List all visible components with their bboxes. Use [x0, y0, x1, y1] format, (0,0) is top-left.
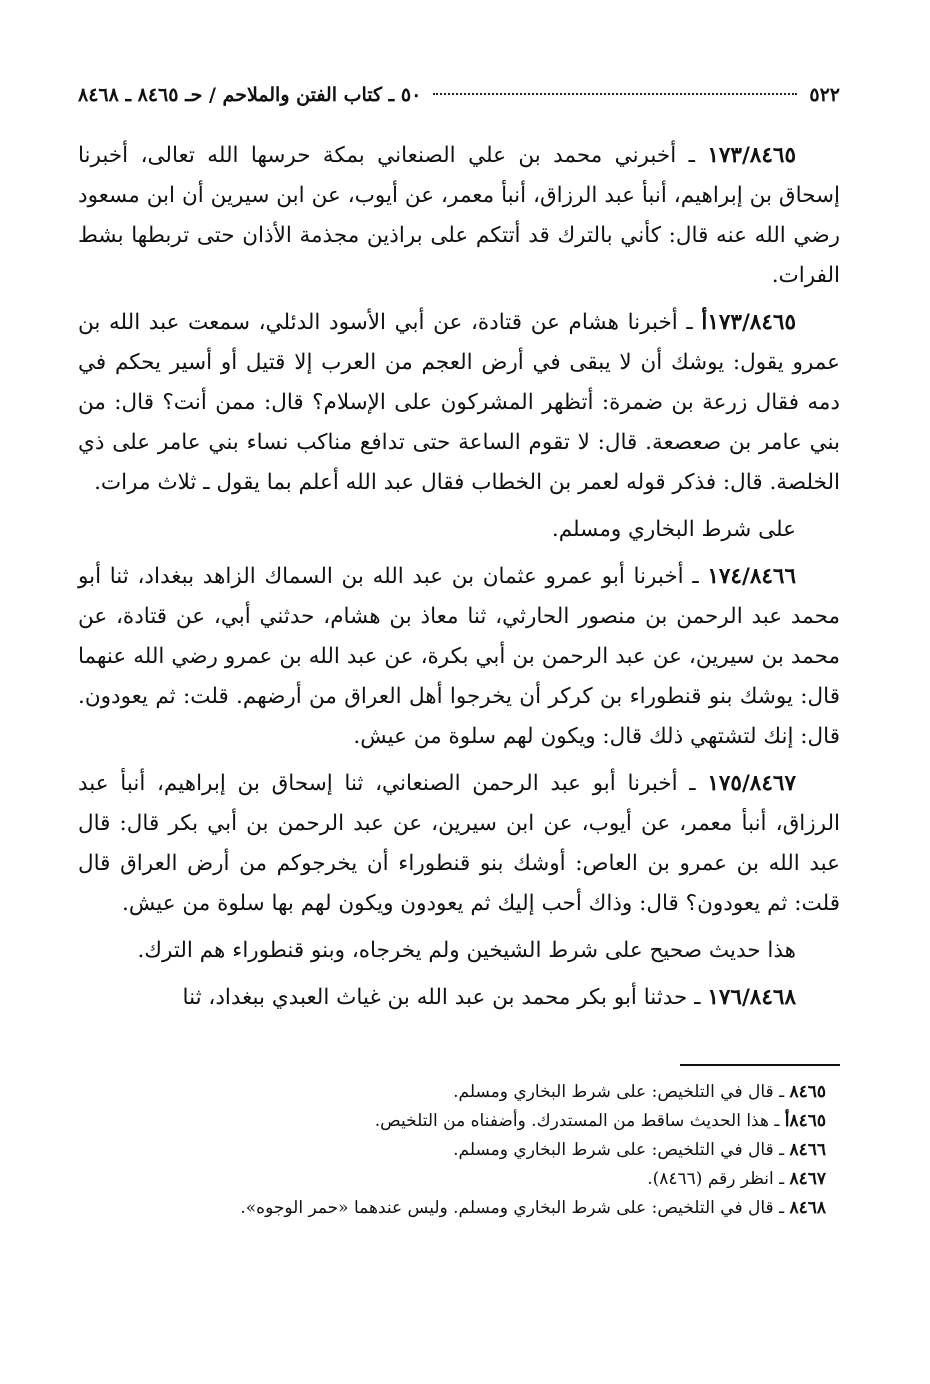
hadith-text: ـ أخبرني محمد بن علي الصنعاني بمكة حرسها الله تعالى، أخبرنا إسحاق بن إبراهيم، أنبأ عبد الرزاق، أنبأ معمر، عن أيوب، عن ابن سيرين أن ابن مسعود رضي الله عنه قال: كأني بالترك قد أتتكم على براذين مجذمة الأذان حتى تربطها بشط الفرات.: [78, 143, 840, 288]
footnote-number: ٨٤٦٧: [789, 1169, 826, 1189]
footnote-text: ـ قال في التلخيص: على شرط البخاري ومسلم.: [453, 1140, 790, 1160]
grading-text: على شرط البخاري ومسلم.: [551, 517, 796, 542]
footnote-number: ٨٤٦٦: [789, 1140, 826, 1160]
footnote-item: [78, 1078, 840, 1107]
page-number: ٥٢٢: [809, 84, 840, 106]
hadith-number: ١٧٥/٨٤٦٧: [707, 771, 796, 796]
hadith-text: ـ أخبرنا أبو عمرو عثمان بن عبد الله بن السماك الزاهد ببغداد، ثنا أبو محمد عبد الرحمن بن منصور الحارثي، ثنا معاذ بن هشام، حدثني أبي، عن قتادة، عن محمد بن سيرين، عن عبد الرحمن بن أبي بكرة، عن عبد الله بن عمرو رضي الله عنهما قال: يوشك بنو قنطوراء بن كركر أن يخرجوا أهل العراق من أرضهم. قلت: ثم يعودون. قال: إنك لتشتهي ذلك قال: ويكون لهم سلوة من عيش.: [78, 564, 840, 749]
hadith-text: ـ أخبرنا أبو عبد الرحمن الصنعاني، ثنا إسحاق بن إبراهيم، أنبأ عبد الرزاق، أنبأ معمر، عن أيوب، عن ابن سيرين، عن عبد الرحمن بن أبي بكر قال: قال عبد الله بن عمرو بن العاص: أوشك بنو قنطوراء أن يخرجوكم من أرض العراق قال قلت: ثم يعودون؟ قال: وذاك أحب إليك ثم يعودون ويكون لهم بها سلوة من عيش.: [78, 771, 840, 916]
running-title: ٥٠ ـ كتاب الفتن والملاحم / حـ ٨٤٦٥ ـ ٨٤٦٨: [78, 84, 422, 106]
grading-note: [78, 510, 840, 550]
footnote-text: ـ قال في التلخيص: على شرط البخاري ومسلم. وليس عندهما «حمر الوجوه».: [240, 1198, 790, 1218]
page-header: [78, 84, 840, 114]
footnote-item: [78, 1165, 840, 1194]
footnote-text: ـ قال في التلخيص: على شرط البخاري ومسلم.: [453, 1082, 790, 1102]
grading-note: [78, 931, 840, 971]
main-text: [78, 136, 840, 1018]
grading-text: هذا حديث صحيح على شرط الشيخين ولم يخرجاه، وبنو قنطوراء هم الترك.: [137, 938, 796, 963]
hadith-paragraph: [78, 557, 840, 757]
footnote-number: ٨٤٦٨: [789, 1198, 826, 1218]
hadith-text: ـ أخبرنا هشام عن قتادة، عن أبي الأسود الدئلي، سمعت عبد الله بن عمرو يقول: يوشك أن لا يبقى في أرض العجم من العرب إلا قتيل أو أسير يحكم في دمه فقال زرعة بن ضمرة: أتظهر المشركون على الإسلام؟ قال: ممن أنت؟ قال: من بني عامر بن صعصعة. قال: لا تقوم الساعة حتى تدافع مناكب نساء بني عامر على ذي الخلصة. قال: فذكر قوله لعمر بن الخطاب فقال عبد الله أعلم بما يقول ـ ثلاث مرات.: [78, 310, 840, 495]
footnote-number: ٨٤٦٥أ: [784, 1111, 826, 1131]
hadith-text: ـ حدثنا أبو بكر محمد بن عبد الله بن غياث العبدي ببغداد، ثنا: [182, 985, 708, 1010]
header-dot-leader: [433, 93, 797, 95]
hadith-number: ١٧٦/٨٤٦٨: [707, 985, 796, 1010]
footnote-number: ٨٤٦٥: [789, 1082, 826, 1102]
footnote-item: [78, 1107, 840, 1136]
hadith-paragraph: [78, 136, 840, 296]
book-page: [78, 84, 840, 1344]
hadith-number: ١٧٤/٨٤٦٦: [707, 564, 797, 589]
hadith-paragraph: [78, 978, 840, 1018]
hadith-number: ١٧٣/٨٤٦٥أ: [701, 310, 796, 335]
footnotes: [78, 1078, 840, 1223]
footnote-item: [78, 1194, 840, 1223]
footnote-divider: [680, 1064, 840, 1066]
hadith-paragraph: [78, 764, 840, 924]
footnote-item: [78, 1136, 840, 1165]
hadith-number: ١٧٣/٨٤٦٥: [707, 143, 796, 168]
hadith-paragraph: [78, 303, 840, 503]
footnote-text: ـ انظر رقم (٨٤٦٦).: [647, 1169, 790, 1189]
footnote-text: ـ هذا الحديث ساقط من المستدرك. وأضفناه من التلخيص.: [374, 1111, 785, 1131]
